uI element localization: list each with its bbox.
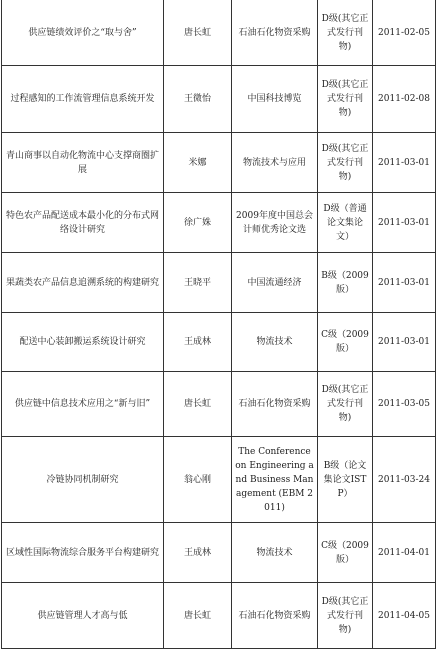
level-cell: B级（2009版） — [318, 253, 373, 313]
level-cell: D级(其它正式发行刊物) — [318, 133, 373, 193]
author-cell: 王成林 — [164, 523, 232, 583]
author-cell: 米娜 — [164, 133, 232, 193]
table-row — [2, 66, 436, 133]
author-cell: 王成林 — [164, 313, 232, 372]
date-cell: 2011-04-05 — [373, 583, 436, 649]
level-cell: D级(其它正式发行刊物) — [318, 372, 373, 437]
journal-cell: 2009年度中国总会计师优秀论文选 — [232, 193, 318, 253]
level-cell: C级（2009版） — [318, 313, 373, 372]
date-cell: 2011-03-01 — [373, 193, 436, 253]
date-cell: 2011-03-01 — [373, 253, 436, 313]
level-cell: D级(其它正式发行刊物) — [318, 0, 373, 66]
journal-cell: 物流技术 — [232, 313, 318, 372]
level-cell: D级（普通论文集论文） — [318, 193, 373, 253]
journal-cell: 石油石化物资采购 — [232, 372, 318, 437]
date-cell: 2011-04-01 — [373, 523, 436, 583]
level-cell: D级(其它正式发行刊物) — [318, 583, 373, 649]
table-row — [2, 193, 436, 253]
date-cell: 2011-03-01 — [373, 133, 436, 193]
table-row — [2, 0, 436, 66]
paper-title-cell: 供应链绩效评价之“取与舍” — [2, 0, 164, 66]
author-cell: 唐长虹 — [164, 0, 232, 66]
date-cell: 2011-03-01 — [373, 313, 436, 372]
table-row — [2, 437, 436, 523]
journal-cell: 物流技术 — [232, 523, 318, 583]
journal-cell: 石油石化物资采购 — [232, 583, 318, 649]
level-cell: C级（2009版） — [318, 523, 373, 583]
paper-title-cell: 青山商事以自动化物流中心支撑商圈扩展 — [2, 133, 164, 193]
author-cell: 唐长虹 — [164, 583, 232, 649]
author-cell: 王微怡 — [164, 66, 232, 133]
journal-cell: 中国流通经济 — [232, 253, 318, 313]
table-row — [2, 313, 436, 372]
author-cell: 翁心刚 — [164, 437, 232, 523]
date-cell: 2011-03-24 — [373, 437, 436, 523]
paper-title-cell: 冷链协同机制研究 — [2, 437, 164, 523]
date-cell: 2011-02-05 — [373, 0, 436, 66]
table-row — [2, 133, 436, 193]
paper-title-cell: 特色农产品配送成本最小化的分布式网络设计研究 — [2, 193, 164, 253]
author-cell: 徐广姝 — [164, 193, 232, 253]
journal-cell: 石油石化物资采购 — [232, 0, 318, 66]
paper-title-cell: 区域性国际物流综合服务平台构建研究 — [2, 523, 164, 583]
date-cell: 2011-03-05 — [373, 372, 436, 437]
table-row — [2, 372, 436, 437]
journal-cell: 中国科技博览 — [232, 66, 318, 133]
paper-title-cell: 供应链管理人才高与低 — [2, 583, 164, 649]
journal-cell: The Conference on Engineering and Business Management (EBM 2011) — [232, 437, 318, 523]
date-cell: 2011-02-08 — [373, 66, 436, 133]
paper-title-cell: 过程感知的工作流管理信息系统开发 — [2, 66, 164, 133]
publication-table — [1, 0, 436, 649]
journal-cell: 物流技术与应用 — [232, 133, 318, 193]
paper-title-cell: 配送中心装卸搬运系统设计研究 — [2, 313, 164, 372]
paper-title-cell: 供应链中信息技术应用之“新与旧” — [2, 372, 164, 437]
author-cell: 唐长虹 — [164, 372, 232, 437]
paper-title-cell: 果蔬类农产品信息追溯系统的构建研究 — [2, 253, 164, 313]
level-cell: B级（论文集论文ISTP） — [318, 437, 373, 523]
table-row — [2, 253, 436, 313]
table-row — [2, 583, 436, 649]
level-cell: D级(其它正式发行刊物) — [318, 66, 373, 133]
author-cell: 王晓平 — [164, 253, 232, 313]
table-row — [2, 523, 436, 583]
